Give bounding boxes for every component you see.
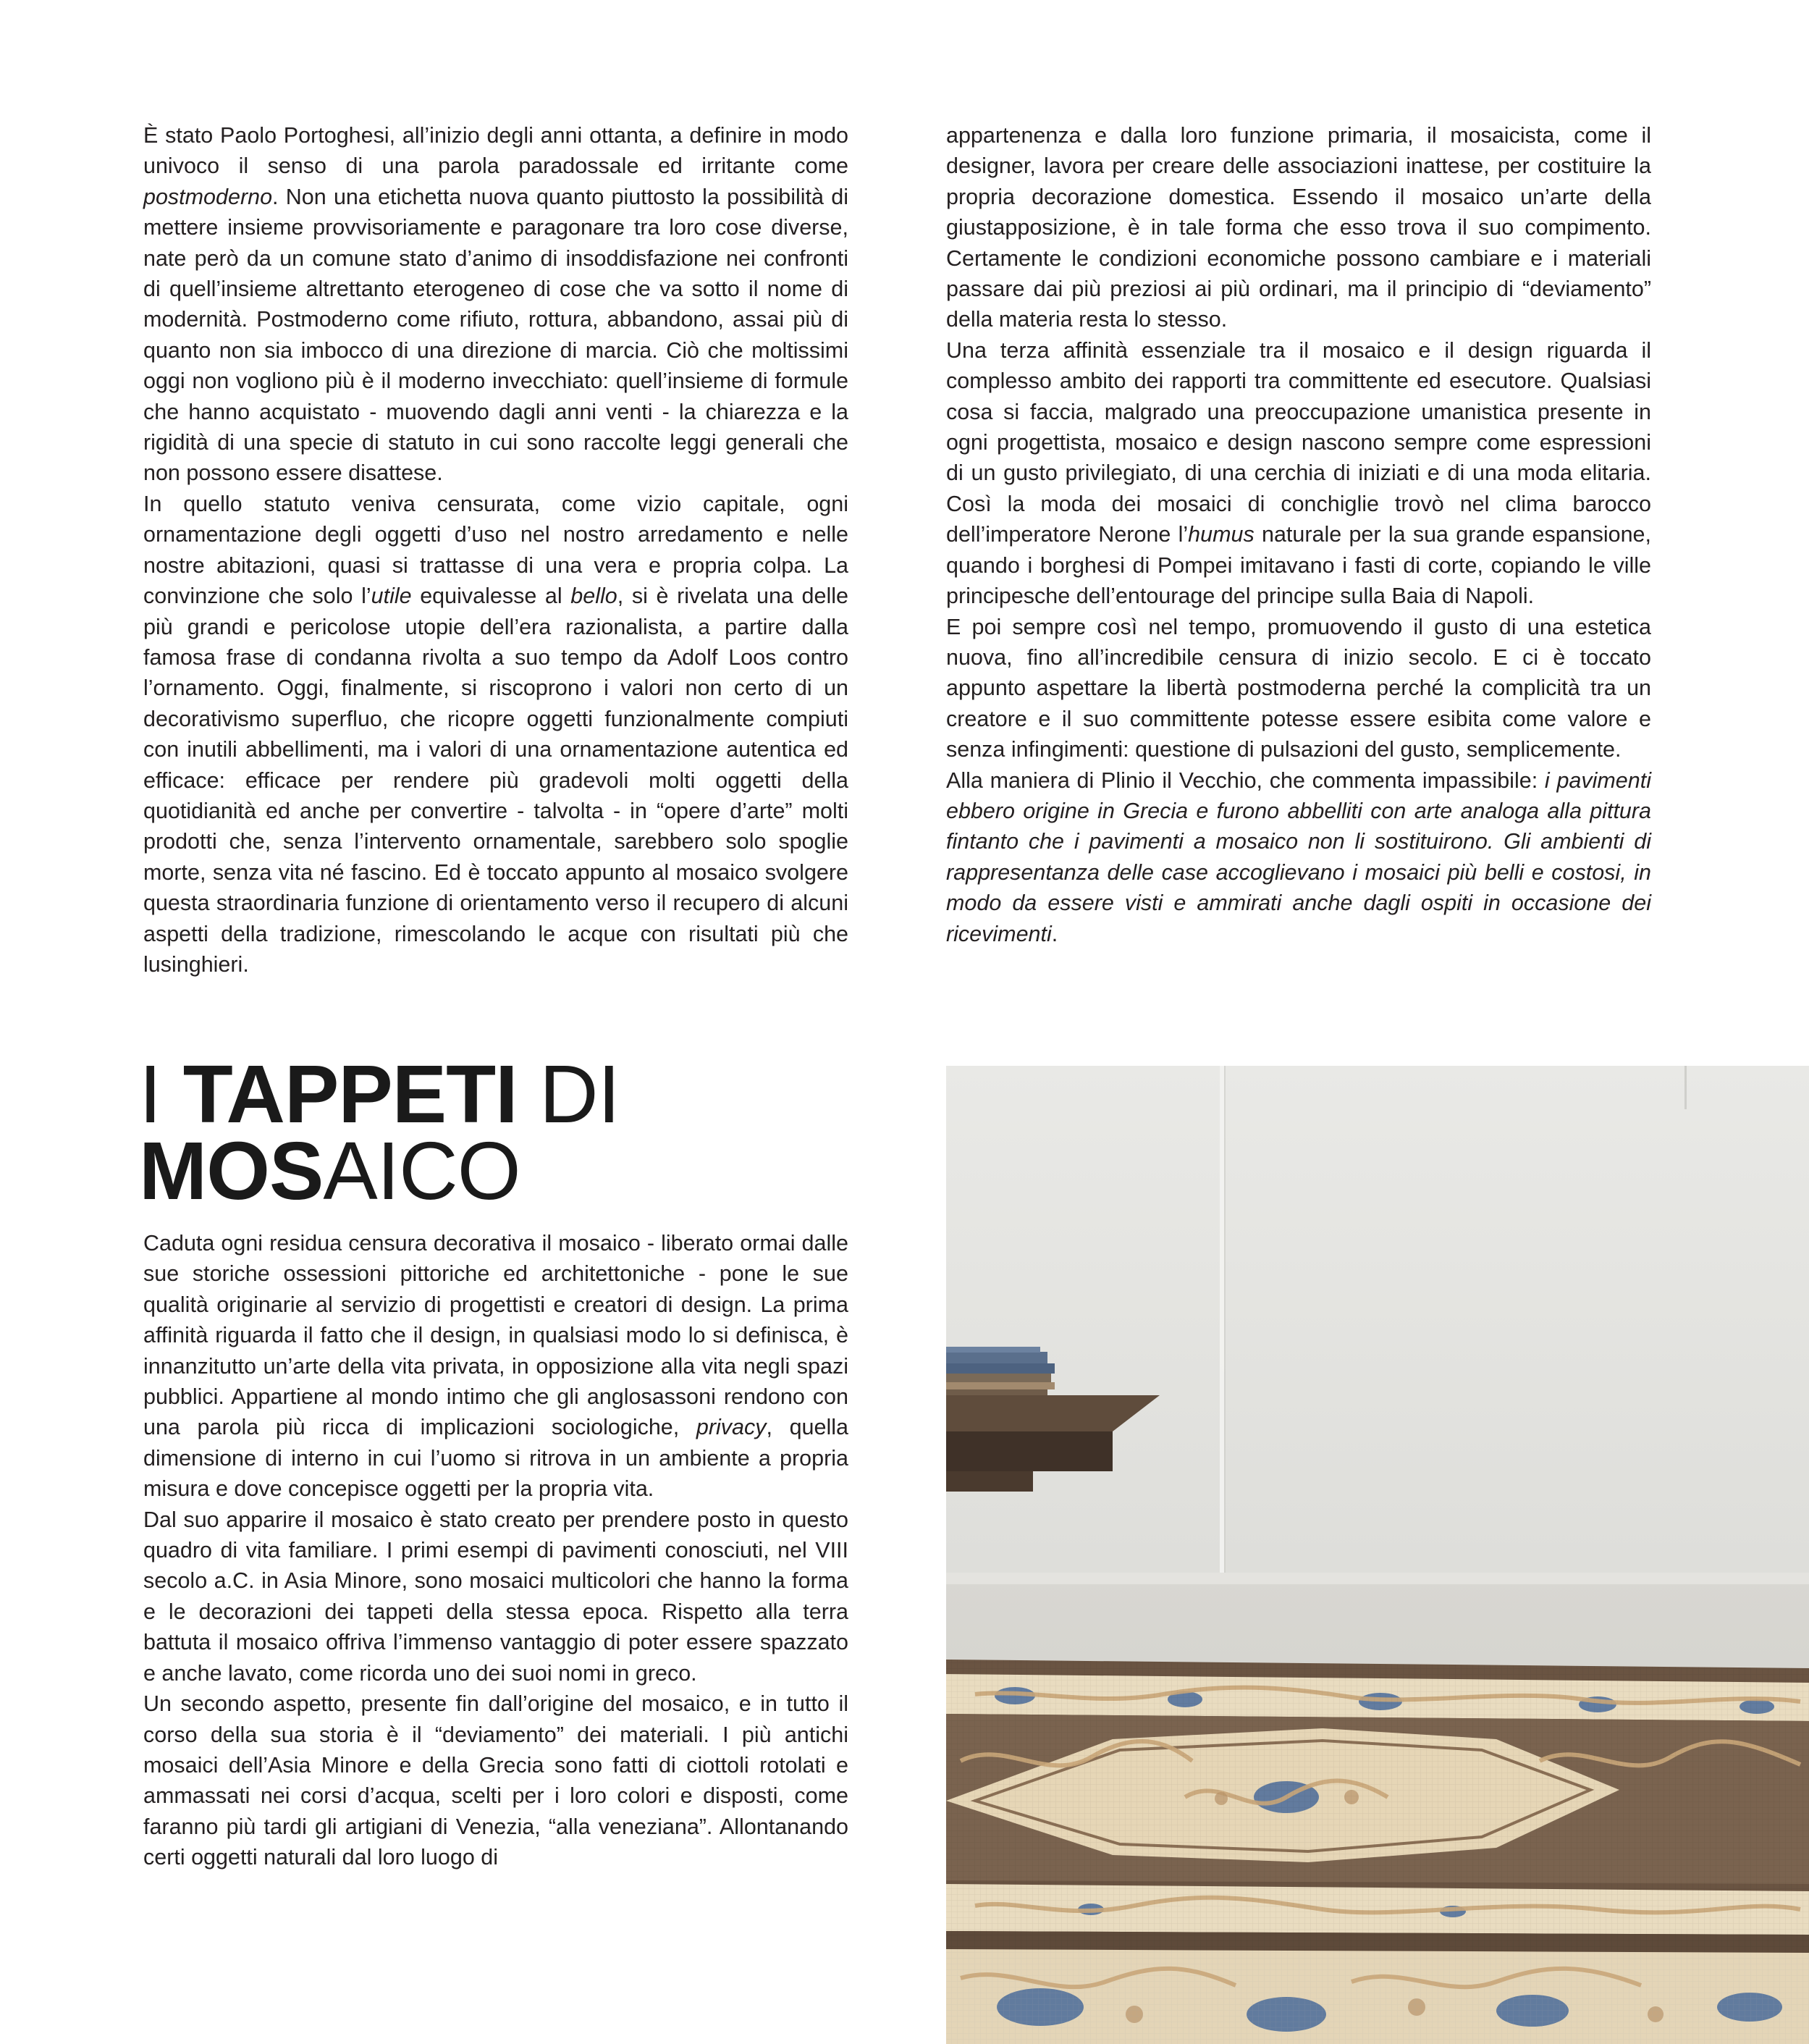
text-run: Alla maniera di Plinio il Vecchio, che commenta impassibile:	[946, 767, 1545, 793]
mosaic-rug	[946, 1660, 1809, 2044]
paragraph	[143, 489, 848, 980]
paragraph	[946, 335, 1651, 612]
italic-text-run: utile	[371, 584, 412, 609]
italic-text-run: bello	[570, 584, 617, 609]
paragraph	[143, 1505, 848, 1688]
paragraph	[143, 1228, 848, 1505]
text-run: , quella dimensione di interno in cui l’uomo si ritrova in un ambiente a propria misura e dove concepisce oggetti per la propria vita.	[143, 1415, 848, 1502]
wall	[946, 1066, 1809, 1660]
italic-text-run: i pavimenti ebbero origine in Grecia e furono abbelliti con arte analoga alla pittura fintanto che i pavimenti a mosaico non li sostituirono. Gli ambienti di rappresentanza delle case accoglievano i mosaici più belli e costosi, in modo da essere visti e ammirati anche dagli ospiti in occasione dei ricevimenti	[946, 767, 1651, 946]
text-run: È stato Paolo Portoghesi, all’inizio degli anni ottanta, a definire in modo univoco il senso di una parola paradossale ed irritante come	[143, 123, 848, 179]
headline-word: MOS	[139, 1125, 324, 1216]
text-run: appartenenza e dalla loro funzione primaria, il mosaicista, come il designer, lavora per creare delle associazioni inattese, per costituire la propria decorazione domestica. Essendo il mosaico un’arte della giustapposizione, è in tale forma che esso trova il suo compimento. Certamente le condizioni economiche possono cambiare e i materiali passare dai più preziosi ai più ordinari, ma il principio di “deviamento” della materia resta lo stesso.	[946, 123, 1651, 332]
left-column-bottom	[143, 1228, 848, 1873]
paragraph	[143, 1688, 848, 1872]
text-run: .	[1051, 921, 1058, 946]
paragraph	[143, 120, 848, 489]
paragraph	[946, 765, 1651, 949]
text-run: E poi sempre così nel tempo, promuovendo il gusto di una estetica nuova, fino all’incredibile censura di inizio secolo. E ci è toccato appunto aspettare la libertà postmoderna perché la complicità tra un creatore e il suo committente potesse essere esibita come valore e senza infingimenti: questione di pulsazioni del gusto, semplicemente.	[946, 614, 1651, 762]
headline-word: DI	[517, 1048, 620, 1140]
text-run: Caduta ogni residua censura decorativa il mosaico - liberato ormai dalle sue storiche ossessioni pittoriche ed architettoniche - pone le sue qualità originarie al servizio di progettisti e creatori di design. La prima affinità riguarda il fatto che il design, in qualsiasi modo lo si definisca, è innanzitutto un’arte della vita privata, in opposizione alla vita negli spazi pubblici. Appartiene al mondo intimo che gli anglosassoni rendono con una parola più ricca di implicazioni sociologiche,	[143, 1231, 848, 1440]
text-run: . Non una etichetta nuova quanto piuttosto la possibilità di mettere insieme provvisoriamente e paragonare tra loro cose diverse, nate però da un comune stato d’animo di insoddisfazione nei confronti di quell’insieme altrettanto eterogeneo di cose che va sotto il nome di modernità. Postmoderno come rifiuto, rottura, abbandono, assai più di quanto non sia imbocco di una direzione di marcia. Ciò che moltissimi oggi non vogliono più è il moderno invecchiato: quell’insieme di formule che hanno acquistato - muovendo dagli anni venti - la chiarezza e la rigidità di una specie di statuto in cui sono raccolte leggi generali che non possono essere disattese.	[143, 184, 848, 486]
text-run: Un secondo aspetto, presente fin dall’origine del mosaico, e in tutto il corso della sua storia è il “deviamento” dei materiali. I più antichi mosaici dell’Asia Minore e della Grecia sono fatti di ciottoli rotolati e ammassati nei corsi d’acqua, scelti per i loro colori e disposti, come faranno più tardi gli artigiani di Venezia, “alla veneziana”. Allontanando certi oggetti naturali dal loro luogo di	[143, 1691, 848, 1870]
headline-word: AICO	[323, 1125, 520, 1216]
text-run: naturale per la sua grande espansione, quando i borghesi di Pompei imitavano i fasti di corte, copiando le ville principesche dell’entourage del principe sulla Baia di Napoli.	[946, 522, 1651, 609]
text-run: equivalesse al	[411, 584, 571, 609]
section-headline	[139, 1048, 620, 1216]
right-column-top	[946, 120, 1651, 949]
mosaic-rug-photo	[946, 1066, 1809, 2044]
glass-edge	[1220, 1066, 1224, 1587]
text-run: Una terza affinità essenziale tra il mosaico e il design riguarda il complesso ambito dei rapporti tra committente ed esecutore. Qualsiasi cosa si faccia, malgrado una preoccupazione umanistica presente in ogni progettista, mosaico e design nascono sempre come espressioni di un gusto privilegiato, di una cerchia di iniziati e di una moda elitaria. Così la moda dei mosaici di conchiglie trovò nel clima barocco dell’imperatore Nerone l’	[946, 337, 1651, 547]
photo-illustration	[946, 1066, 1809, 2044]
headline-word: TAPPETI	[182, 1048, 518, 1140]
italic-text-run: humus	[1188, 522, 1255, 547]
paragraph	[946, 612, 1651, 765]
text-run: Dal suo apparire il mosaico è stato creato per prendere posto in questo quadro di vita familiare. I primi esempi di pavimenti conosciuti, nel VIII secolo a.C. in Asia Minore, sono mosaici multicolori che hanno la forma e le decorazioni dei tappeti della stessa epoca. Rispetto alla terra battuta il mosaico offriva l’immenso vantaggio di poter essere spazzato e anche lavato, come ricorda uno dei suoi nomi in greco.	[143, 1507, 848, 1686]
italic-text-run: postmoderno	[143, 184, 273, 209]
paragraph	[946, 120, 1651, 335]
left-column-top	[143, 120, 848, 980]
italic-text-run: privacy	[696, 1415, 767, 1440]
text-run: , si è rivelata una delle più grandi e pericolose utopie dell’era razionalista, a partire dalla famosa frase di condanna rivolta a suo tempo da Adolf Loos contro l’ornamento. Oggi, finalmente, si riscoprono i valori non certo di un decorativismo superfluo, che ricopre oggetti funzionalmente compiuti con inutili abbellimenti, ma i valori di una ornamentazione autentica ed efficace: efficace per rendere più gradevoli molti oggetti della quotidianità ed anche per convertire - talvolta - in “opere d’arte” molti prodotti che, senza l’intervento ornamentale, sarebbero solo spoglie morte, senza vita né fascino. Ed è toccato appunto al mosaico svolgere questa straordinaria funzione di orientamento verso il recupero di alcuni aspetti della tradizione, rimescolando le acque con risultati più che lusinghieri.	[143, 584, 848, 977]
headline-word: I	[139, 1048, 183, 1140]
text-run: In quello statuto veniva censurata, come vizio capitale, ogni ornamentazione degli oggetti d’uso nel nostro arredamento e nelle nostre abitazioni, quasi si trattasse di una vera e propria colpa. La convinzione che solo l’	[143, 491, 848, 609]
